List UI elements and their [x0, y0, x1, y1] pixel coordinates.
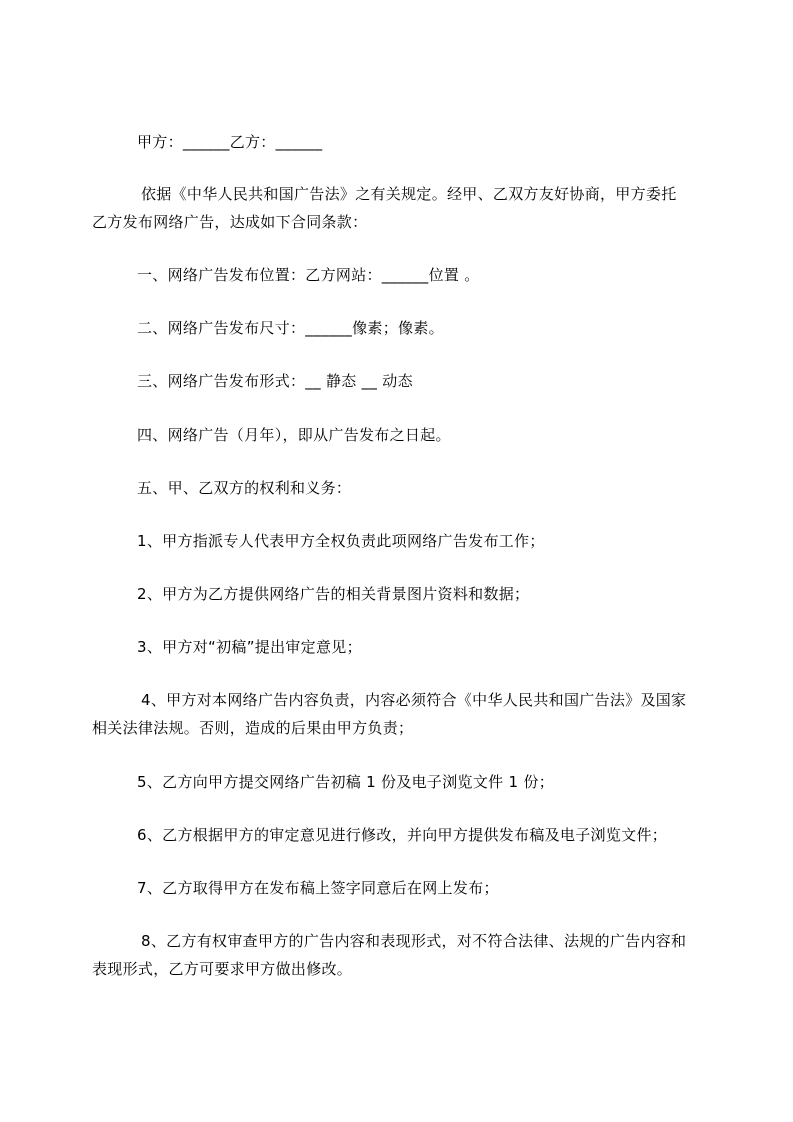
item-3: 3、甲方对“初稿”提出审定意见； — [137, 638, 362, 656]
item-8-line-2: 表现形式，乙方可要求甲方做出修改。 — [92, 960, 353, 978]
intro-paragraph-line-1: 依据《中华人民共和国广告法》之有关规定。经甲、乙双方友好协商，甲方委托 — [141, 185, 677, 203]
parties-line: 甲方：______乙方：______ — [137, 133, 323, 151]
clause-3: 三、网络广告发布形式：__ 静态 __ 动态 — [137, 372, 413, 390]
item-5: 5、乙方向甲方提交网络广告初稿 1 份及电子浏览文件 1 份； — [137, 773, 555, 791]
item-6: 6、乙方根据甲方的审定意见进行修改，并向甲方提供发布稿及电子浏览文件； — [137, 826, 668, 844]
clause-2: 二、网络广告发布尺寸：______像素；像素。 — [137, 319, 444, 337]
item-4-line-1: 4、甲方对本网络广告内容负责，内容必须符合《中华人民共和国广告法》及国家 — [141, 691, 687, 709]
item-7: 7、乙方取得甲方在发布稿上签字同意后在网上发布； — [137, 879, 499, 897]
item-8-line-1: 8、乙方有权审查甲方的广告内容和表现形式，对不符合法律、法规的广告内容和 — [141, 932, 687, 950]
item-4-line-2: 相关法律法规。否则，造成的后果由甲方负责； — [92, 719, 414, 737]
item-1: 1、甲方指派专人代表甲方全权负责此项网络广告发布工作； — [137, 532, 545, 550]
intro-paragraph-line-2: 乙方发布网络广告，达成如下合同条款： — [92, 213, 368, 231]
clause-1: 一、网络广告发布位置：乙方网站：______位置 。 — [137, 266, 480, 284]
item-2: 2、甲方为乙方提供网络广告的相关背景图片资料和数据； — [137, 585, 530, 603]
clause-5: 五、甲、乙双方的权利和义务： — [137, 479, 352, 497]
clause-4: 四、网络广告（月年），即从广告发布之日起。 — [137, 426, 451, 444]
